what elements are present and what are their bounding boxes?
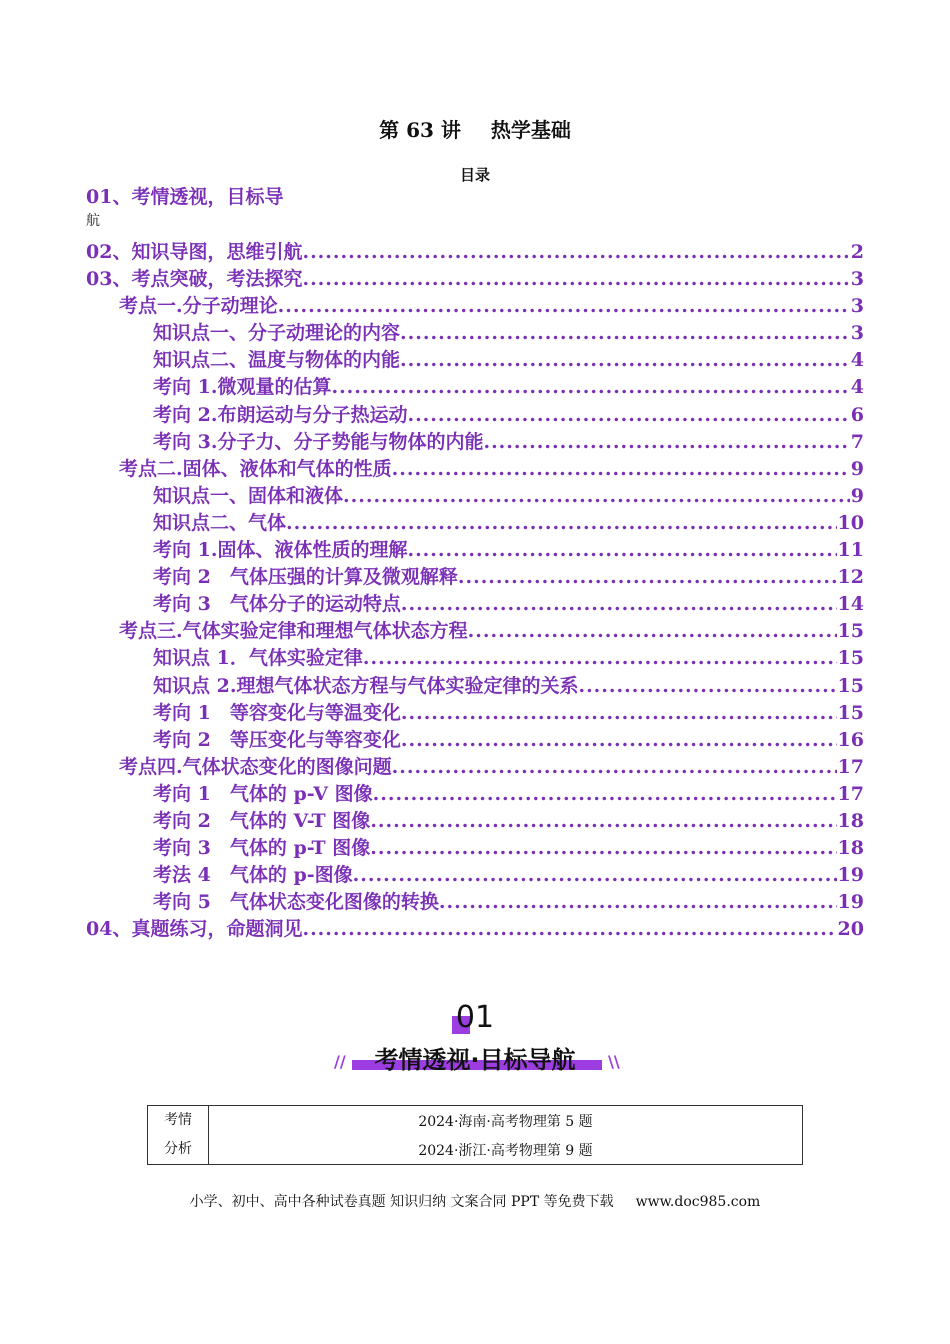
table-of-contents (86, 184, 864, 943)
toc-page-number: 2 (850, 241, 864, 263)
toc-entry-wrap: 航 (86, 213, 100, 229)
toc-list (86, 239, 864, 943)
lecture-number: 第 63 讲 (379, 118, 461, 142)
toc-leader-dots (400, 320, 850, 347)
toc-leader-dots (468, 618, 837, 645)
toc-entry[interactable] (86, 402, 864, 429)
toc-entry[interactable] (86, 727, 864, 754)
toc-entry[interactable] (86, 645, 864, 672)
toc-leader-dots (439, 889, 837, 916)
toc-page-number: 10 (837, 511, 864, 534)
toc-leader-dots (392, 754, 837, 781)
toc-page-number: 19 (837, 891, 864, 914)
toc-page-number: 3 (850, 295, 864, 318)
toc-entry-text: 知识点二、温度与物体的内能 (153, 349, 401, 372)
toc-page-number: 3 (850, 268, 864, 291)
toc-leader-dots (400, 347, 850, 374)
label-cell-bottom: 分析 (148, 1135, 209, 1165)
toc-leader-dots (353, 862, 837, 889)
toc-leader-dots (278, 293, 850, 320)
page-footer (0, 1191, 950, 1211)
section-number: 01 (455, 1000, 495, 1035)
toc-page-number: 9 (850, 457, 864, 480)
toc-page-number: 4 (850, 376, 864, 399)
toc-page-number: 3 (850, 322, 864, 345)
toc-leader-dots (483, 429, 849, 456)
toc-entry[interactable] (86, 618, 864, 645)
toc-entry-text: 知识点 1．气体实验定律 (153, 647, 363, 670)
toc-leader-dots (331, 374, 849, 401)
exam-reference: 2024·浙江·高考物理第 9 题 (209, 1135, 803, 1165)
table-row (148, 1106, 803, 1136)
toc-entry-text: 知识点一、固体和液体 (153, 484, 344, 507)
toc-entry-text: 02、知识导图，思维引航 (86, 241, 303, 263)
toc-entry[interactable] (86, 781, 864, 808)
toc-leader-dots (407, 402, 849, 429)
toc-entry[interactable] (86, 591, 864, 618)
toc-entry-text: 考向 1 气体的 p-V 图像 (153, 782, 373, 805)
lecture-topic: 热学基础 (490, 118, 571, 142)
toc-page-number: 19 (837, 864, 864, 887)
toc-leader-dots (302, 916, 836, 943)
toc-entry-text: 考点三.气体实验定律和理想气体状态方程 (119, 620, 468, 643)
toc-entry[interactable] (86, 510, 864, 537)
toc-entry-text: 考向 1 等容变化与等温变化 (153, 701, 401, 724)
toc-page-number: 12 (837, 566, 864, 589)
toc-entry[interactable] (86, 239, 864, 266)
toc-entry-text: 考向 2 气体压强的计算及微观解释 (153, 566, 458, 589)
toc-leader-dots (286, 510, 837, 537)
toc-entry[interactable] (86, 429, 864, 456)
toc-entry[interactable] (86, 293, 864, 320)
toc-entry[interactable] (86, 483, 864, 510)
toc-entry[interactable] (86, 266, 864, 293)
toc-entry[interactable] (86, 835, 864, 862)
toc-entry[interactable] (86, 808, 864, 835)
toc-entry-first[interactable] (86, 184, 864, 231)
toc-page-number: 18 (837, 837, 864, 860)
toc-entry-text: 考法 4 气体的 p-图像 (153, 864, 353, 887)
toc-entry-text: 考向 5 气体状态变化图像的转换 (153, 891, 439, 914)
toc-entry-text: 03、考点突破，考法探究 (86, 268, 303, 291)
right-slash-mark: \\ (608, 1052, 620, 1071)
toc-page-number: 4 (850, 349, 864, 372)
toc-leader-dots (370, 835, 836, 862)
toc-entry[interactable] (86, 889, 864, 916)
toc-leader-dots (392, 456, 850, 483)
toc-page-number: 14 (837, 593, 864, 616)
toc-entry[interactable] (86, 700, 864, 727)
toc-entry-text: 考向 3 气体的 p-T 图像 (153, 837, 371, 860)
toc-entry[interactable] (86, 374, 864, 401)
toc-page-number: 20 (837, 918, 864, 941)
page-title (0, 114, 950, 143)
exam-reference: 2024·海南·高考物理第 5 题 (209, 1106, 803, 1136)
toc-entry[interactable] (86, 673, 864, 700)
toc-leader-dots (373, 781, 837, 808)
toc-entry-text: 考向 2 等压变化与等容变化 (153, 728, 401, 751)
toc-page-number: 17 (837, 755, 864, 778)
toc-heading: 目录 (459, 166, 490, 184)
toc-entry-text: 考向 2.布朗运动与分子热运动 (153, 403, 408, 426)
toc-entry[interactable] (86, 862, 864, 889)
toc-entry-text: 考点二.固体、液体和气体的性质 (119, 457, 392, 480)
toc-page-number: 7 (850, 430, 864, 453)
toc-page-number: 18 (837, 809, 864, 832)
toc-page-number: 15 (837, 620, 864, 643)
table-row (148, 1135, 803, 1165)
toc-entry-text: 考向 1.固体、液体性质的理解 (153, 539, 408, 562)
toc-entry-text: 考向 1.微观量的估算 (153, 376, 332, 399)
left-slash-mark: // (334, 1052, 346, 1071)
toc-leader-dots (363, 645, 837, 672)
toc-entry-text: 01、考情透视，目标导 (86, 186, 284, 208)
toc-entry[interactable] (86, 916, 864, 943)
toc-entry-text: 考向 2 气体的 V-T 图像 (153, 809, 371, 832)
toc-leader-dots (458, 564, 837, 591)
section-banner (0, 1000, 950, 1080)
toc-page-number: 17 (837, 782, 864, 805)
toc-entry[interactable] (86, 537, 864, 564)
toc-leader-dots (370, 808, 836, 835)
toc-entry[interactable] (86, 754, 864, 781)
toc-entry-text: 知识点一、分子动理论的内容 (153, 322, 401, 345)
exam-analysis-table (147, 1105, 803, 1165)
toc-page-number: 15 (837, 701, 864, 724)
toc-entry[interactable] (86, 456, 864, 483)
toc-entry-text: 考向 3 气体分子的运动特点 (153, 593, 401, 616)
toc-leader-dots (302, 239, 849, 266)
toc-entry-text: 知识点二、气体 (153, 511, 287, 534)
toc-page-number: 15 (837, 647, 864, 670)
toc-leader-dots (401, 700, 837, 727)
toc-leader-dots (578, 673, 836, 700)
toc-page-number: 9 (850, 484, 864, 507)
toc-leader-dots (401, 591, 837, 618)
toc-entry[interactable] (86, 320, 864, 347)
toc-page-number: 15 (837, 674, 864, 697)
toc-entry-text: 04、真题练习，命题洞见 (86, 918, 303, 941)
toc-entry[interactable] (86, 564, 864, 591)
toc-entry-text: 知识点 2.理想气体状态方程与气体实验定律的关系 (153, 674, 579, 697)
toc-leader-dots (407, 537, 836, 564)
toc-leader-dots (302, 266, 849, 293)
footer-url[interactable]: www.doc985.com (635, 1194, 761, 1210)
toc-entry[interactable] (86, 347, 864, 374)
toc-leader-dots (401, 727, 837, 754)
footer-text: 小学、初中、高中各种试卷真题 知识归纳 文案合同 PPT 等免费下载 (189, 1194, 614, 1210)
toc-entry-text: 考点一.分子动理论 (119, 295, 278, 318)
label-cell-top: 考情 (148, 1106, 209, 1136)
toc-leader-dots (343, 483, 850, 510)
section-heading: 考情透视·目标导航 (374, 1046, 576, 1074)
toc-entry-text: 考点四.气体状态变化的图像问题 (119, 755, 392, 778)
toc-page-number: 6 (850, 403, 864, 426)
toc-page-number: 11 (837, 539, 864, 562)
toc-page-number: 16 (837, 728, 864, 751)
toc-entry-text: 考向 3.分子力、分子势能与物体的内能 (153, 430, 484, 453)
